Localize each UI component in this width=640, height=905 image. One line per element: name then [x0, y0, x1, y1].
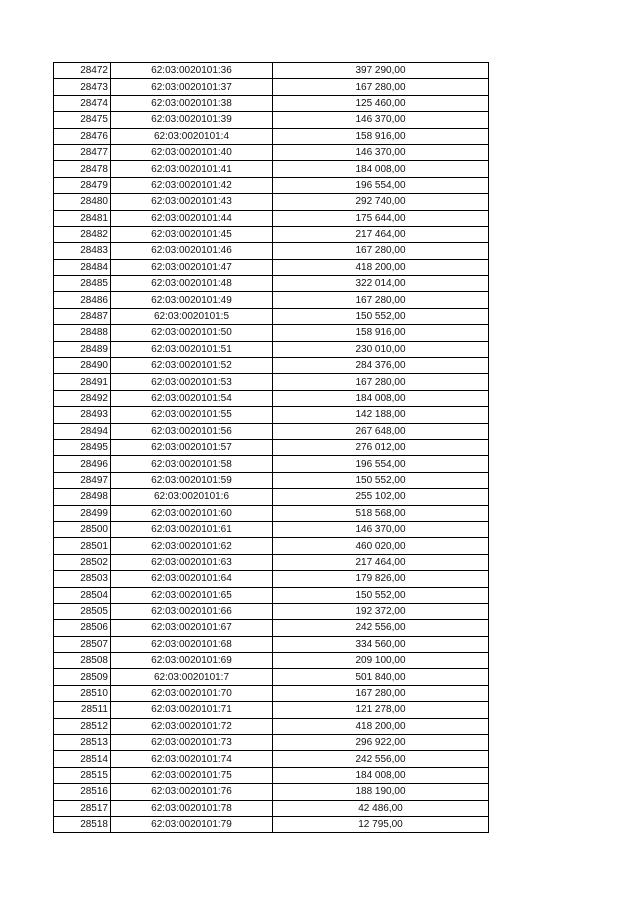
value-cell: 242 556,00: [273, 620, 489, 636]
table-row: [54, 194, 489, 210]
row-number-cell: 28472: [54, 63, 111, 79]
table-row: [54, 505, 489, 521]
cadastral-number-cell: 62:03:0020101:78: [111, 800, 273, 816]
table-row: [54, 816, 489, 832]
row-number-cell: 28488: [54, 325, 111, 341]
cadastral-number-cell: 62:03:0020101:63: [111, 554, 273, 570]
table-row: [54, 325, 489, 341]
cadastral-number-cell: 62:03:0020101:58: [111, 456, 273, 472]
value-cell: 179 826,00: [273, 571, 489, 587]
row-number-cell: 28496: [54, 456, 111, 472]
table-row: [54, 767, 489, 783]
row-number-cell: 28518: [54, 816, 111, 832]
row-number-cell: 28502: [54, 554, 111, 570]
table-row: [54, 620, 489, 636]
value-cell: 242 556,00: [273, 751, 489, 767]
value-cell: 121 278,00: [273, 702, 489, 718]
cadastral-number-cell: 62:03:0020101:59: [111, 472, 273, 488]
row-number-cell: 28504: [54, 587, 111, 603]
row-number-cell: 28475: [54, 112, 111, 128]
value-cell: 188 190,00: [273, 784, 489, 800]
value-cell: 125 460,00: [273, 95, 489, 111]
row-number-cell: 28481: [54, 210, 111, 226]
row-number-cell: 28474: [54, 95, 111, 111]
table-row: [54, 144, 489, 160]
cadastral-number-cell: 62:03:0020101:51: [111, 341, 273, 357]
cadastral-number-cell: 62:03:0020101:71: [111, 702, 273, 718]
value-cell: 397 290,00: [273, 63, 489, 79]
value-cell: 196 554,00: [273, 456, 489, 472]
value-cell: 158 916,00: [273, 128, 489, 144]
cadastral-number-cell: 62:03:0020101:67: [111, 620, 273, 636]
cadastral-number-cell: 62:03:0020101:36: [111, 63, 273, 79]
value-cell: 460 020,00: [273, 538, 489, 554]
cadastral-number-cell: 62:03:0020101:76: [111, 784, 273, 800]
cadastral-number-cell: 62:03:0020101:45: [111, 226, 273, 242]
row-number-cell: 28482: [54, 226, 111, 242]
cadastral-number-cell: 62:03:0020101:44: [111, 210, 273, 226]
cadastral-number-cell: 62:03:0020101:42: [111, 177, 273, 193]
row-number-cell: 28517: [54, 800, 111, 816]
value-cell: 12 795,00: [273, 816, 489, 832]
table-row: [54, 456, 489, 472]
cadastral-number-cell: 62:03:0020101:62: [111, 538, 273, 554]
value-cell: 150 552,00: [273, 587, 489, 603]
cadastral-number-cell: 62:03:0020101:38: [111, 95, 273, 111]
value-cell: 150 552,00: [273, 308, 489, 324]
value-cell: 184 008,00: [273, 390, 489, 406]
cadastral-number-cell: 62:03:0020101:68: [111, 636, 273, 652]
row-number-cell: 28512: [54, 718, 111, 734]
value-cell: 518 568,00: [273, 505, 489, 521]
table-row: [54, 341, 489, 357]
row-number-cell: 28516: [54, 784, 111, 800]
row-number-cell: 28490: [54, 358, 111, 374]
table-row: [54, 571, 489, 587]
row-number-cell: 28484: [54, 259, 111, 275]
value-cell: 150 552,00: [273, 472, 489, 488]
row-number-cell: 28489: [54, 341, 111, 357]
table-row: [54, 439, 489, 455]
value-cell: 167 280,00: [273, 292, 489, 308]
row-number-cell: 28495: [54, 439, 111, 455]
row-number-cell: 28500: [54, 521, 111, 537]
value-cell: 292 740,00: [273, 194, 489, 210]
table-body: [54, 63, 489, 833]
table-row: [54, 95, 489, 111]
table-row: [54, 276, 489, 292]
value-cell: 167 280,00: [273, 374, 489, 390]
table-row: [54, 112, 489, 128]
row-number-cell: 28510: [54, 685, 111, 701]
row-number-cell: 28487: [54, 308, 111, 324]
table-row: [54, 538, 489, 554]
data-table: [53, 62, 489, 833]
table-row: [54, 292, 489, 308]
table-row: [54, 554, 489, 570]
table-row: [54, 521, 489, 537]
value-cell: 230 010,00: [273, 341, 489, 357]
cadastral-number-cell: 62:03:0020101:74: [111, 751, 273, 767]
cadastral-number-cell: 62:03:0020101:79: [111, 816, 273, 832]
row-number-cell: 28514: [54, 751, 111, 767]
table-row: [54, 226, 489, 242]
value-cell: 192 372,00: [273, 603, 489, 619]
row-number-cell: 28476: [54, 128, 111, 144]
table-row: [54, 702, 489, 718]
row-number-cell: 28485: [54, 276, 111, 292]
cadastral-number-cell: 62:03:0020101:46: [111, 243, 273, 259]
row-number-cell: 28493: [54, 407, 111, 423]
value-cell: 167 280,00: [273, 685, 489, 701]
value-cell: 255 102,00: [273, 489, 489, 505]
table-row: [54, 472, 489, 488]
table-row: [54, 259, 489, 275]
table-row: [54, 800, 489, 816]
value-cell: 167 280,00: [273, 243, 489, 259]
cadastral-number-cell: 62:03:0020101:69: [111, 653, 273, 669]
row-number-cell: 28477: [54, 144, 111, 160]
row-number-cell: 28479: [54, 177, 111, 193]
table-row: [54, 79, 489, 95]
cadastral-number-cell: 62:03:0020101:70: [111, 685, 273, 701]
value-cell: 175 644,00: [273, 210, 489, 226]
table-row: [54, 177, 489, 193]
value-cell: 501 840,00: [273, 669, 489, 685]
value-cell: 217 464,00: [273, 554, 489, 570]
table-row: [54, 63, 489, 79]
cadastral-number-cell: 62:03:0020101:52: [111, 358, 273, 374]
cadastral-number-cell: 62:03:0020101:39: [111, 112, 273, 128]
table-row: [54, 390, 489, 406]
cadastral-number-cell: 62:03:0020101:50: [111, 325, 273, 341]
cadastral-number-cell: 62:03:0020101:55: [111, 407, 273, 423]
cadastral-number-cell: 62:03:0020101:43: [111, 194, 273, 210]
value-cell: 217 464,00: [273, 226, 489, 242]
row-number-cell: 28506: [54, 620, 111, 636]
value-cell: 418 200,00: [273, 718, 489, 734]
cadastral-number-cell: 62:03:0020101:6: [111, 489, 273, 505]
value-cell: 146 370,00: [273, 112, 489, 128]
cadastral-number-cell: 62:03:0020101:7: [111, 669, 273, 685]
row-number-cell: 28486: [54, 292, 111, 308]
table-row: [54, 587, 489, 603]
value-cell: 322 014,00: [273, 276, 489, 292]
table-row: [54, 636, 489, 652]
table-row: [54, 685, 489, 701]
value-cell: 146 370,00: [273, 144, 489, 160]
table-row: [54, 128, 489, 144]
cadastral-number-cell: 62:03:0020101:56: [111, 423, 273, 439]
row-number-cell: 28513: [54, 735, 111, 751]
value-cell: 42 486,00: [273, 800, 489, 816]
value-cell: 418 200,00: [273, 259, 489, 275]
cadastral-number-cell: 62:03:0020101:37: [111, 79, 273, 95]
row-number-cell: 28497: [54, 472, 111, 488]
cadastral-number-cell: 62:03:0020101:4: [111, 128, 273, 144]
table-row: [54, 718, 489, 734]
cadastral-number-cell: 62:03:0020101:60: [111, 505, 273, 521]
value-cell: 296 922,00: [273, 735, 489, 751]
table-row: [54, 423, 489, 439]
table-row: [54, 751, 489, 767]
table-row: [54, 210, 489, 226]
cadastral-number-cell: 62:03:0020101:5: [111, 308, 273, 324]
value-cell: 142 188,00: [273, 407, 489, 423]
value-cell: 284 376,00: [273, 358, 489, 374]
cadastral-number-cell: 62:03:0020101:54: [111, 390, 273, 406]
cadastral-number-cell: 62:03:0020101:61: [111, 521, 273, 537]
table-row: [54, 161, 489, 177]
row-number-cell: 28515: [54, 767, 111, 783]
row-number-cell: 28492: [54, 390, 111, 406]
row-number-cell: 28480: [54, 194, 111, 210]
table-row: [54, 653, 489, 669]
cadastral-number-cell: 62:03:0020101:53: [111, 374, 273, 390]
cadastral-number-cell: 62:03:0020101:75: [111, 767, 273, 783]
table-row: [54, 669, 489, 685]
cadastral-number-cell: 62:03:0020101:49: [111, 292, 273, 308]
cadastral-number-cell: 62:03:0020101:40: [111, 144, 273, 160]
table-row: [54, 603, 489, 619]
value-cell: 196 554,00: [273, 177, 489, 193]
table-row: [54, 489, 489, 505]
row-number-cell: 28503: [54, 571, 111, 587]
value-cell: 167 280,00: [273, 79, 489, 95]
cadastral-number-cell: 62:03:0020101:65: [111, 587, 273, 603]
value-cell: 334 560,00: [273, 636, 489, 652]
row-number-cell: 28499: [54, 505, 111, 521]
value-cell: 276 012,00: [273, 439, 489, 455]
cadastral-number-cell: 62:03:0020101:73: [111, 735, 273, 751]
table-row: [54, 374, 489, 390]
row-number-cell: 28491: [54, 374, 111, 390]
cadastral-number-cell: 62:03:0020101:48: [111, 276, 273, 292]
cadastral-number-cell: 62:03:0020101:72: [111, 718, 273, 734]
value-cell: 158 916,00: [273, 325, 489, 341]
value-cell: 184 008,00: [273, 161, 489, 177]
row-number-cell: 28494: [54, 423, 111, 439]
table-row: [54, 308, 489, 324]
row-number-cell: 28501: [54, 538, 111, 554]
row-number-cell: 28509: [54, 669, 111, 685]
row-number-cell: 28511: [54, 702, 111, 718]
row-number-cell: 28483: [54, 243, 111, 259]
row-number-cell: 28505: [54, 603, 111, 619]
row-number-cell: 28508: [54, 653, 111, 669]
cadastral-number-cell: 62:03:0020101:64: [111, 571, 273, 587]
value-cell: 209 100,00: [273, 653, 489, 669]
value-cell: 184 008,00: [273, 767, 489, 783]
table-row: [54, 735, 489, 751]
value-cell: 267 648,00: [273, 423, 489, 439]
cadastral-number-cell: 62:03:0020101:47: [111, 259, 273, 275]
cadastral-number-cell: 62:03:0020101:66: [111, 603, 273, 619]
cadastral-number-cell: 62:03:0020101:57: [111, 439, 273, 455]
row-number-cell: 28473: [54, 79, 111, 95]
table-row: [54, 784, 489, 800]
table-row: [54, 243, 489, 259]
row-number-cell: 28478: [54, 161, 111, 177]
value-cell: 146 370,00: [273, 521, 489, 537]
table-row: [54, 407, 489, 423]
table-row: [54, 358, 489, 374]
cadastral-number-cell: 62:03:0020101:41: [111, 161, 273, 177]
row-number-cell: 28498: [54, 489, 111, 505]
row-number-cell: 28507: [54, 636, 111, 652]
